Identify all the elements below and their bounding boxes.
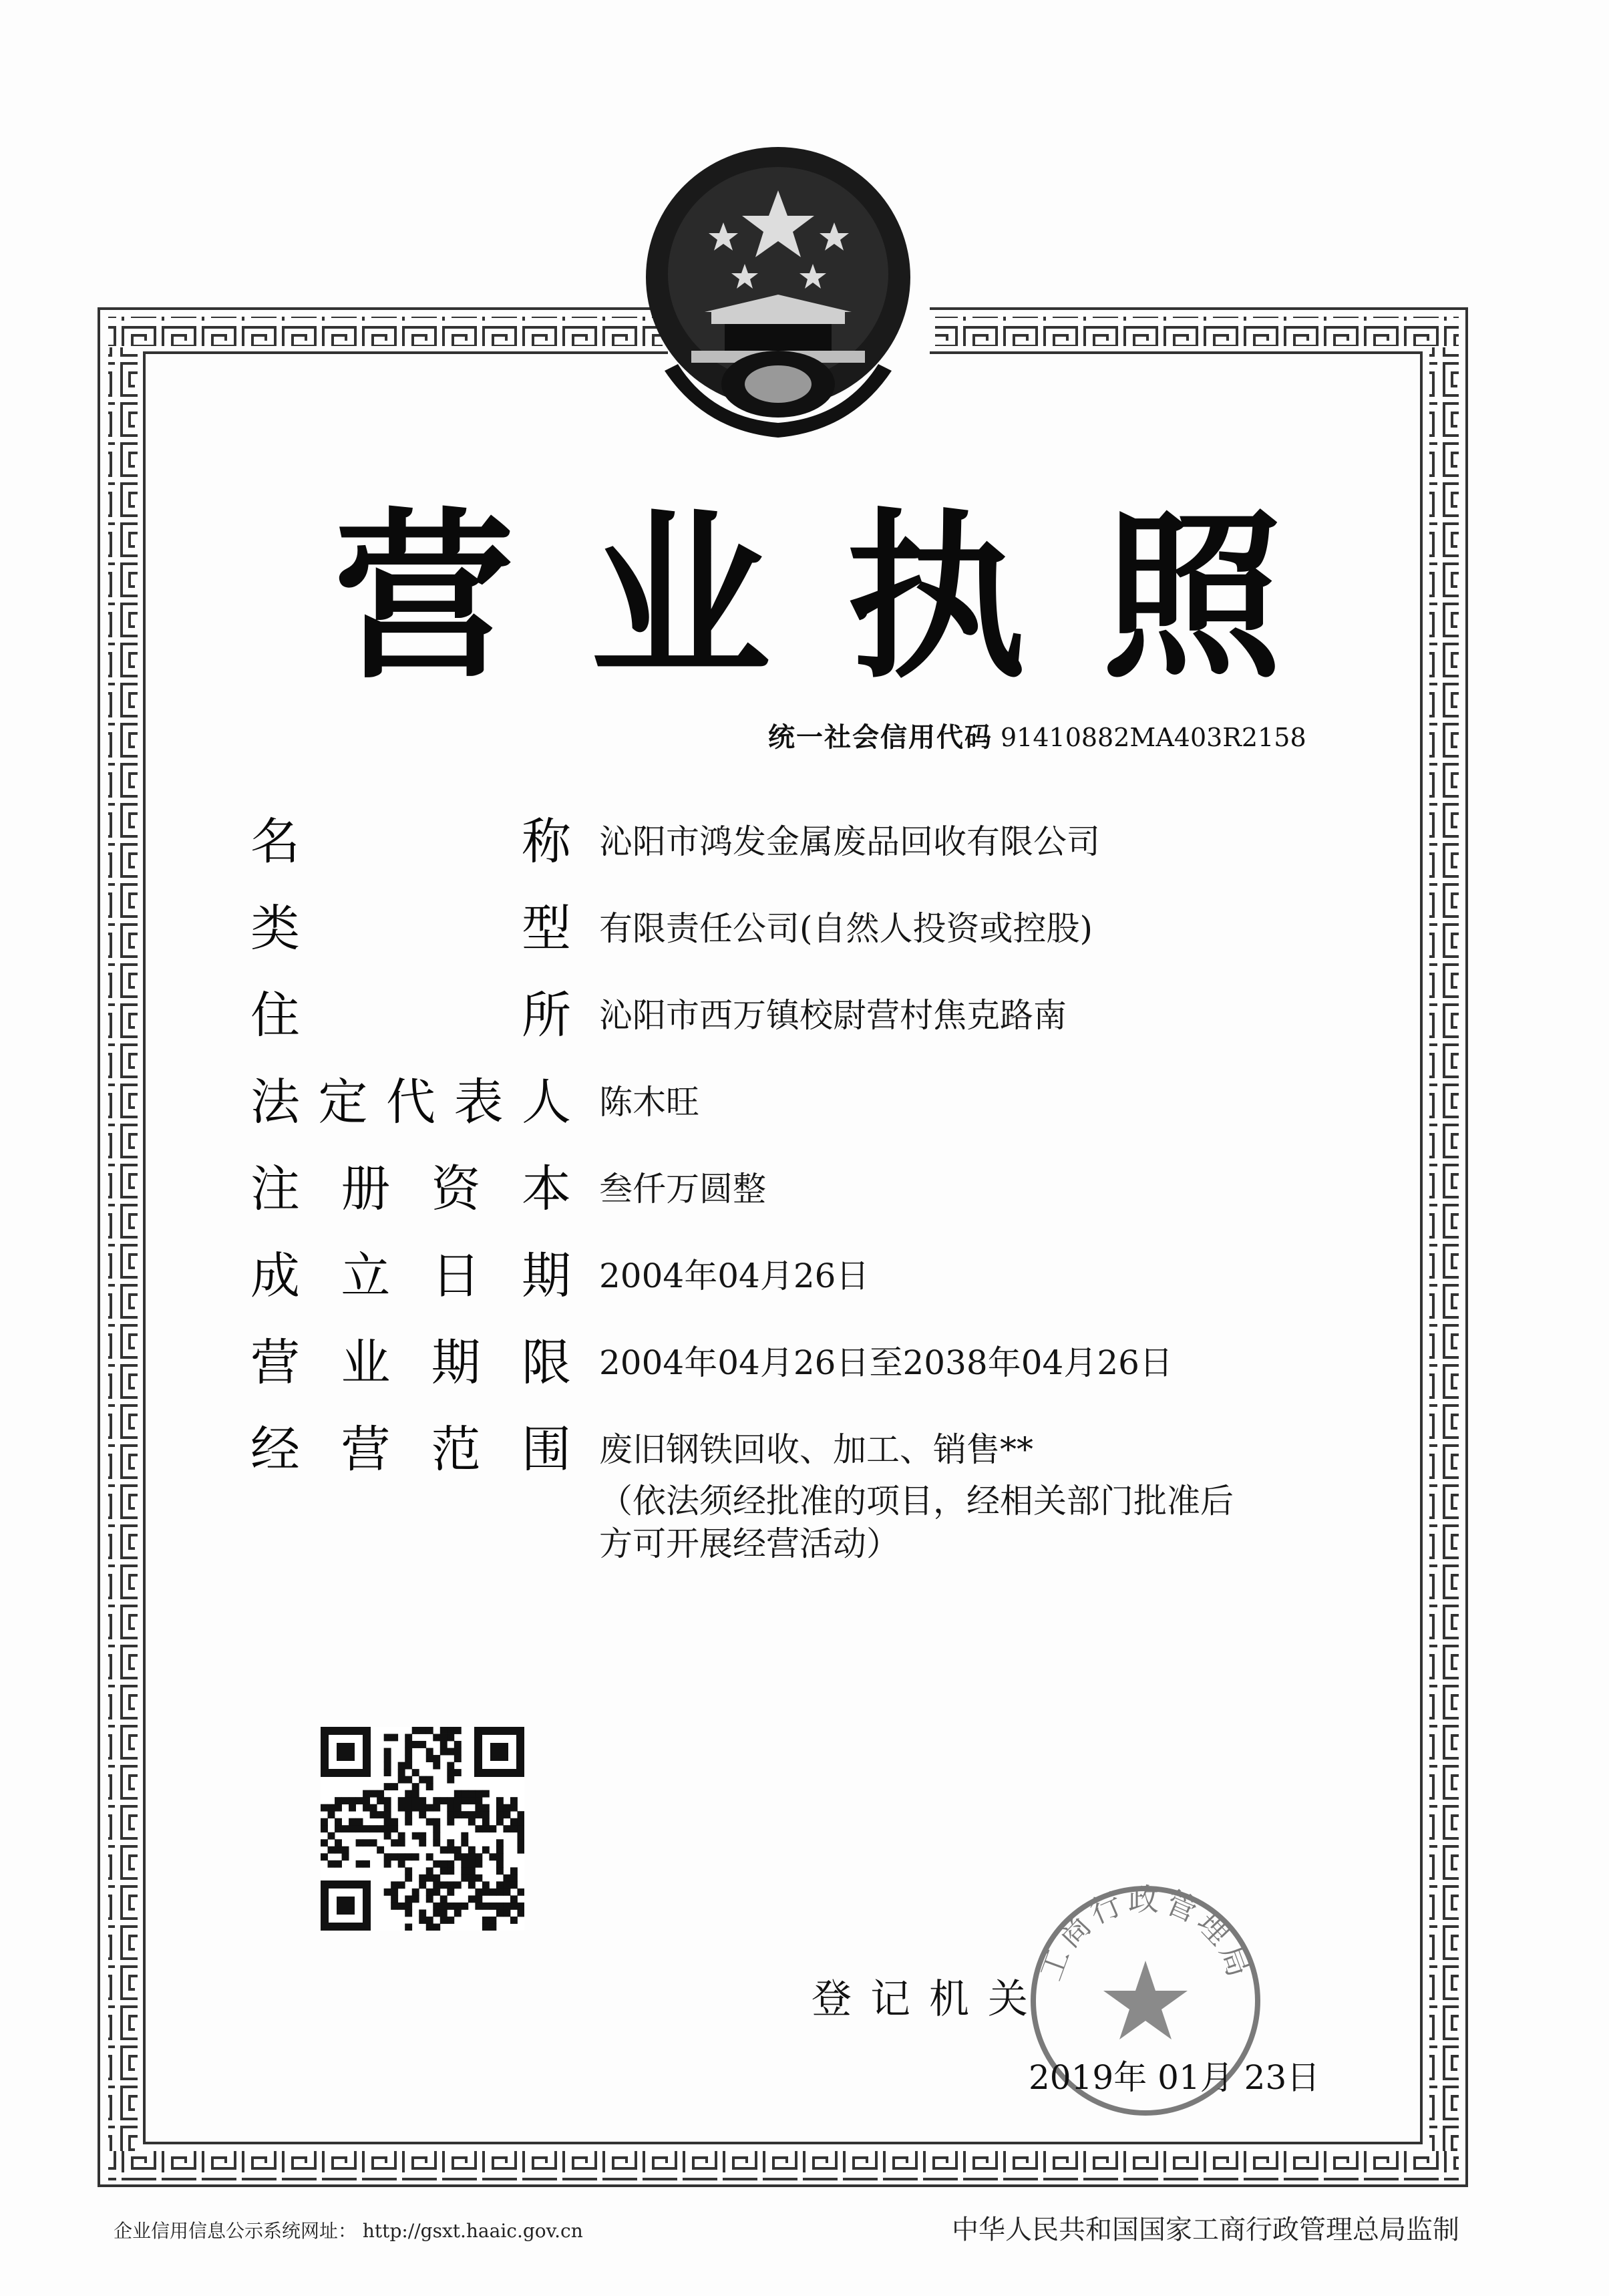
label-char: 日 (431, 1247, 481, 1305)
field-label (250, 1333, 571, 1393)
field-value-establishment-date: 2004年04月26日 (599, 1257, 870, 1295)
license-fields (250, 812, 1386, 1565)
scope-line: 方可开展经营活动） (599, 1524, 900, 1563)
qr-code-icon (321, 1727, 524, 1931)
label-char: 型 (522, 900, 571, 957)
title-char: 业 (590, 492, 771, 703)
label-char: 本 (521, 1160, 571, 1218)
label-char: 资 (431, 1160, 481, 1218)
field-row-business-term (250, 1333, 1386, 1420)
field-value-business-term: 2004年04月26日至2038年04月26日 (599, 1343, 1173, 1382)
title-char: 照 (1101, 492, 1282, 703)
label-char: 营 (341, 1421, 391, 1478)
document-title (334, 488, 1282, 708)
field-label (250, 1246, 571, 1306)
label-char: 名 (250, 813, 300, 870)
label-char: 所 (522, 987, 571, 1044)
label-char: 限 (521, 1334, 571, 1391)
field-label (250, 898, 571, 959)
scope-line: （依法须经批准的项目，经相关部门批准后 (599, 1482, 1234, 1520)
title-char: 执 (846, 492, 1027, 703)
field-row-business-scope (250, 1420, 1386, 1565)
field-row-legal-representative (250, 1072, 1386, 1159)
label-char: 定 (318, 1074, 368, 1131)
label-char: 成 (250, 1247, 300, 1305)
label-char: 住 (250, 987, 300, 1044)
label-char: 称 (522, 813, 571, 870)
field-value-type: 有限责任公司(自然人投资或控股) (599, 909, 1093, 948)
label-char: 期 (431, 1334, 481, 1391)
field-value-registered-capital: 叁仟万圆整 (599, 1170, 766, 1208)
field-label (250, 1420, 571, 1480)
field-label (250, 1159, 571, 1219)
label-char: 围 (521, 1421, 571, 1478)
field-label (250, 1072, 571, 1132)
credit-code-label: 统一社会信用代码 (768, 722, 993, 753)
field-value-legal-representative: 陈木旺 (599, 1083, 699, 1122)
field-value-name: 沁阳市鸿发金属废品回收有限公司 (599, 822, 1100, 861)
field-row-registered-capital (250, 1159, 1386, 1246)
label-char: 营 (250, 1334, 300, 1391)
label-char: 类 (250, 900, 300, 957)
field-row-establishment-date (250, 1246, 1386, 1333)
label-char: 表 (454, 1074, 504, 1131)
scope-line: 废旧钢铁回收、加工、销售** (599, 1430, 1033, 1469)
label-char: 经 (250, 1421, 300, 1478)
field-label (250, 812, 571, 872)
label-char: 代 (386, 1074, 435, 1131)
footer-website: 企业信用信息公示系统网址： http://gsxt.haaic.gov.cn (114, 2220, 583, 2242)
field-value-business-scope (599, 1420, 1234, 1565)
label-char: 立 (341, 1247, 391, 1305)
field-row-address (250, 985, 1386, 1072)
registration-authority-label: 登记机关 (812, 1976, 1047, 2023)
label-char: 业 (341, 1334, 391, 1391)
credit-code-value: 91410882MA403R2158 (1001, 723, 1306, 752)
label-char: 册 (341, 1160, 391, 1218)
issue-date: 2019年 01月 23日 (1029, 2058, 1320, 2097)
label-char: 期 (521, 1247, 571, 1305)
field-label (250, 985, 571, 1045)
label-char: 人 (522, 1074, 571, 1131)
field-value-address: 沁阳市西万镇校尉营村焦克路南 (599, 996, 1067, 1035)
field-row-name (250, 812, 1386, 898)
footer-supervisor: 中华人民共和国国家工商行政管理总局监制 (952, 2215, 1459, 2245)
label-char: 范 (431, 1421, 481, 1478)
seal-text: 工商行政管理局 (1032, 1881, 1259, 1985)
credit-code (768, 716, 1306, 754)
field-row-type (250, 898, 1386, 985)
national-emblem-icon (638, 144, 918, 451)
label-char: 注 (250, 1160, 300, 1218)
title-char: 营 (334, 492, 514, 703)
label-char: 法 (250, 1074, 300, 1131)
